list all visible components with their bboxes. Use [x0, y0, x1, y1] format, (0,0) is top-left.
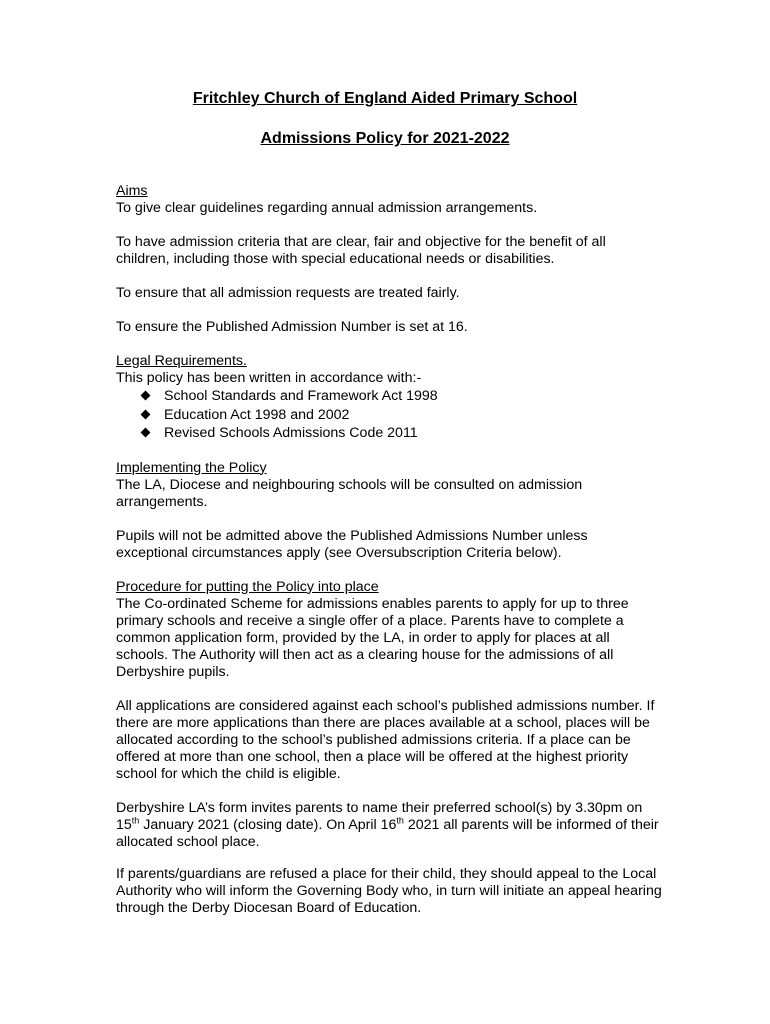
aims-item-3: To ensure that all admission requests are treated fairly.	[116, 285, 460, 301]
document-title: Fritchley Church of England Aided Primary School	[192, 90, 578, 107]
aims-item-2: To have admission criteria that are clear, fair and objective for the benefit of all children, including those with special educational needs or disabilities.	[116, 234, 606, 267]
procedure-dates-paragraph: Derbyshire LA’s form invites parents to name their preferred school(s) by 3.30pm on 15th January 2021 (closing date). On April 16th 2021 all parents will be informed of their allocated school place.	[116, 799, 659, 850]
procedure-paragraph-1: The Co-ordinated Scheme for admissions enables parents to apply for up to three primary schools and receive a single offer of a place. Parents have to complete a common application form, provided by the LA, in order to apply for places at all schools. The Authority will then act as a clearing house for the admissions of all Derbyshire pupils.	[116, 595, 629, 680]
procedure-appeal-paragraph: If parents/guardians are refused a place for their child, they should appeal to the Local Authority who will inform the Governing Body who, in turn will initiate an appeal hearing through the Derby Diocesan Board of Education.	[116, 865, 662, 916]
procedure-heading: Procedure for putting the Policy into place	[116, 578, 379, 595]
aims-heading: Aims	[116, 183, 148, 199]
list-item: School Standards and Framework Act 1998	[142, 387, 662, 406]
implementing-paragraph-1: The LA, Diocese and neighbouring schools will be consulted on admission arrangements.	[116, 476, 583, 510]
list-item: Revised Schools Admissions Code 2011	[142, 424, 662, 443]
legal-heading: Legal Requirements.	[116, 353, 247, 369]
aims-item-1: To give clear guidelines regarding annual admission arrangements.	[116, 200, 538, 216]
diamond-bullet-icon	[141, 428, 151, 438]
aims-item-4: To ensure the Published Admission Number is set at 16.	[116, 319, 468, 335]
legal-intro: This policy has been written in accordance with:-	[116, 370, 422, 386]
implementing-paragraph-2: Pupils will not be admitted above the Published Admissions Number unless exceptional circumstances apply (see Oversubscription Criteria below).	[116, 527, 588, 561]
diamond-bullet-icon	[141, 391, 151, 401]
document-body	[116, 183, 662, 917]
diamond-bullet-icon	[141, 409, 151, 419]
implementing-heading: Implementing the Policy	[116, 459, 267, 476]
procedure-paragraph-2: All applications are considered against each school’s published admissions number. If there are more applications than there are places available at a school, places will be allocated according to the school’s published admissions criteria. If a place can be offered at more than one school, then a place will be offered at the highest priority school for which the child is eligible.	[116, 697, 655, 782]
list-item: Education Act 1998 and 2002	[142, 406, 662, 425]
legal-list	[116, 387, 662, 443]
document-subtitle: Admissions Policy for 2021-2022	[260, 130, 510, 147]
